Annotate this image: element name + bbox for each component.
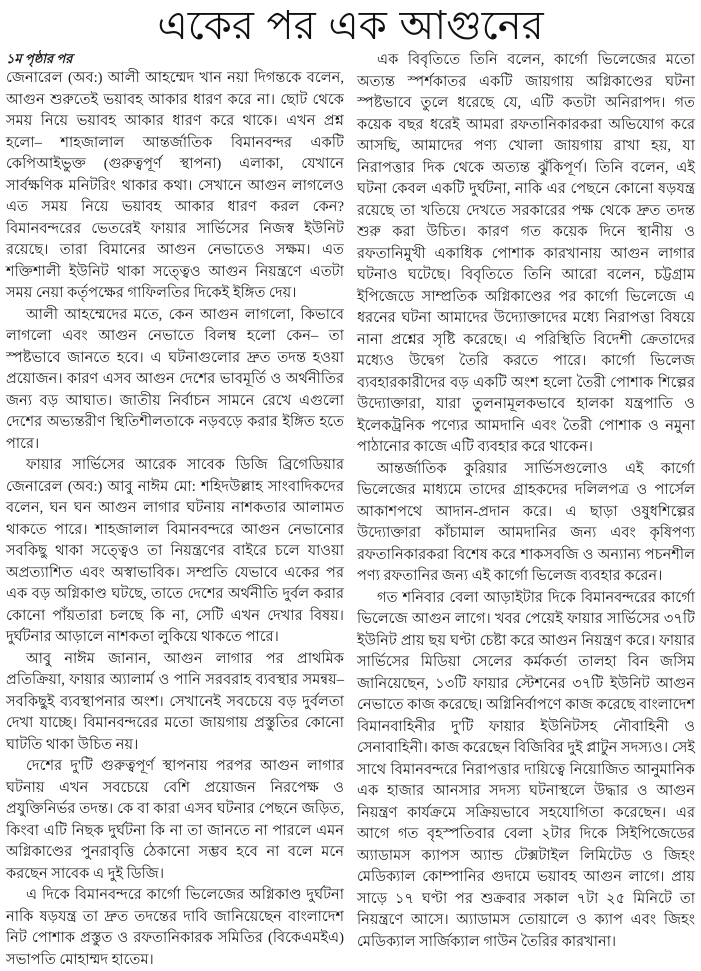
paragraph: আলী আহম্মেদের মতে, কেন আগুন লাগলো, কিভাবে লাগলো এবং আগুন নেভাতে বিলম্ব হলো কেন– তা স্পষ্টভাবে জানতে হবে। এ ঘটনাগুলোর দ্রুত তদন্ত হওয়া প্রয়োজন। কারণ এসব আগুন দেশের ভাবমূর্তি ও অর্থনীতির জন্য বড় আঘাত। জাতীয় নির্বাচন সামনে রেখে এগুলো দেশের অভ্যন্তরীণ স্থিতিশীলতাকে নড়বড়ে করার ইঙ্গিত হতে পারে। xyxy=(6,306,344,452)
paragraph: আবু নাঈম জানান, আগুন লাগার পর প্রাথমিক প্রতিক্রিয়া, ফায়ার অ্যালার্ম ও পানি সরবরাহ ব্যবস্থার সমন্বয়– সবকিছুই ব্যবস্থাপনার অংশ। সেখানেই সবচেয়ে বড় দুর্বলতা দেখা যাচ্ছে। বিমানবন্দরের মতো জায়গায় প্রস্তুতির কোনো ঘাটতি থাকা উচিত নয়। xyxy=(6,650,344,753)
paragraph: আন্তর্জাতিক কুরিয়ার সার্ভিসগুলোও এই কার্গো ভিলেজের মাধ্যমে তাদের গ্রাহকদের দলিলপত্র ও পার্সেল আকাশপথে আদান-প্রদান করে। এ ছাড়া ওষুধশিল্পের উদ্যোক্তারা কাঁচামাল আমদানির জন্য এবং কৃষিপণ্য রফতানিকারকরা বিশেষ করে শাকসবজি ও অন্যান্য পচনশীল পণ্য রফতানির জন্য এই কার্গো ভিলেজ ব্যবহার করেন। xyxy=(357,460,695,584)
headline: একের পর এক আগুনের xyxy=(157,3,544,49)
article-body xyxy=(0,50,701,971)
paragraph: ফায়ার সার্ভিসের আরেক সাবেক ডিজি ব্রিগেডিয়ার জেনারেল (অব:) আবু নাঈম মো: শহিদউল্লাহ সাংবাদিকদের বলেন, ঘন ঘন আগুন লাগার ঘটনায় নাশকতার আলামত থাকতে পারে। শাহজালাল বিমানবন্দরে আগুন নেভানোর সবকিছু থাকা সত্ত্বেও তা নিয়ন্ত্রণের বাইরে চলে যাওয়া অপ্রত্যাশিত এবং অস্বাভাবিক। সম্প্রতি যেভাবে একের পর এক বড় অগ্নিকাণ্ড ঘটছে, তাতে দেশের অর্থনীতি দুর্বল করার কোনো পাঁয়তারা চলছে কি না, সেটি এখন দেখার বিষয়। দুর্ঘটনার আড়ালে নাশকতা লুকিয়ে থাকতে পারে। xyxy=(6,457,344,645)
continued-from-label: ১ম পৃষ্ঠার পর xyxy=(6,51,73,66)
paragraph: গত শনিবার বেলা আড়াইটার দিকে বিমানবন্দরের কার্গো ভিলেজে আগুন লাগে। খবর পেয়েই ফায়ার সার্ভিসের ৩৭টি ইউনিট প্রায় ছয় ঘণ্টা চেষ্টা করে আগুন নিয়ন্ত্রণ করে। ফায়ার সার্ভিসের মিডিয়া সেলের কর্মকর্তা তালহা বিন জসিম জানিয়েছেন, ১৩টি ফায়ার স্টেশনের ৩৭টি ইউনিট আগুন নেভাতে কাজ করেছে। অগ্নিনির্বাপণে কাজ করেছে বাংলাদেশ বিমানবাহিনীর দু'টি ফায়ার ইউনিটসহ নৌবাহিনী ও সেনাবাহিনী। কাজ করেছেন বিজিবির দুই প্লাটুন সদস্যও। সেই সাথে বিমানবন্দরে নিরাপত্তার দায়িত্বে নিয়োজিত আনুমানিক এক হাজার আনসার সদস্য ঘটনাস্থলে উদ্ধার ও আগুন নিয়ন্ত্রণ কার্যক্রমে সক্রিয়ভাবে সহযোগিতা করেছেন। এর আগে গত বৃহস্পতিবার বেলা ২টার দিকে সিইপিজেডের অ্যাডামস ক্যাপস অ্যান্ড টেক্সটাইল লিমিটেড ও জিহং মেডিক্যাল কোম্পানির গুদামে ভয়াবহ আগুন লাগে। প্রায় সাড়ে ১৭ ঘণ্টা পর শুক্রবার সকাল ৭টা ২৫ মিনিটে তা নিয়ন্ত্রণে আসে। অ্যাডামস তোয়ালে ও ক্যাপ এবং জিহং মেডিক্যাল সার্জিক্যাল গাউন তৈরির কারখানা। xyxy=(357,589,695,950)
paragraph: জেনারেল (অব:) আলী আহম্মেদ খান নয়া দিগন্তকে বলেন, আগুন শুরুতেই ভয়াবহ আকার ধারণ করে না। ছোট থেকে সময় নিয়ে ভয়াবহ আকার ধারণ করে থাকে। এখন প্রশ্ন হলো– শাহজালাল আন্তর্জাতিক বিমানবন্দর একটি কেপিআইভুক্ত (গুরুত্বপূর্ণ স্থাপনা) এলাকা, যেখানে সার্বক্ষণিক মনিটরিং থাকার কথা। সেখানে আগুন লাগলেও এত সময় নিয়ে ভয়াবহ আকার ধারণ করল কেন? বিমানবন্দরের ভেতরেই ফায়ার সার্ভিসের নিজস্ব ইউনিট রয়েছে। তারা বিমানের আগুন নেভাতেও সক্ষম। এত শক্তিশালী ইউনিট থাকা সত্ত্বেও আগুন নিয়ন্ত্রণে এতটা সময় নেয়া কর্তৃপক্ষের গাফিলতির দিকেই ইঙ্গিত দেয়। xyxy=(6,70,344,301)
paragraph: এ দিকে বিমানবন্দরে কার্গো ভিলেজের অগ্নিকাণ্ড দুর্ঘটনা নাকি ষড়যন্ত্র তা দ্রুত তদন্তের দাবি জানিয়েছেন বাংলাদেশ নিট পোশাক প্রস্তুত ও রফতানিকারক সমিতির (বিকেএমইএ) সভাপতি মোহাম্মদ হাতেম। xyxy=(6,887,344,968)
right-column xyxy=(357,50,695,971)
left-column xyxy=(6,50,344,971)
paragraph: দেশের দু'টি গুরুত্বপূর্ণ স্থাপনায় পরপর আগুন লাগার ঘটনায় এখন সবচেয়ে বেশি প্রয়োজন নিরপেক্ষ ও প্রযুক্তিনির্ভর তদন্ত। কে বা কারা এসব ঘটনার পেছনে জড়িত, কিংবা এটি নিছক দুর্ঘটনা কি না তা জানতে না পারলে এমন অগ্নিকাণ্ডের পুনরাবৃত্তি ঠেকানো সম্ভব হবে না বলে মনে করছেন সাবেক এ দুই ডিজি। xyxy=(6,758,344,882)
paragraph: এক বিবৃতিতে তিনি বলেন, কার্গো ভিলেজের মতো অত্যন্ত স্পর্শকাতর একটি জায়গায় অগ্নিকাণ্ডের ঘটনা স্পষ্টভাবে তুলে ধরেছে যে, এটি কতটা অনিরাপদ। গত কয়েক বছর ধরেই আমরা রফতানিকারকরা অভিযোগ করে আসছি, আমাদের পণ্য খোলা জায়গায় রাখা হয়, যা নিরাপত্তার দিক থেকে অত্যন্ত ঝুঁকিপূর্ণ। তিনি বলেন, এই ঘটনা কেবল একটি দুর্ঘটনা, নাকি এর পেছনে কোনো ষড়যন্ত্র রয়েছে তা খতিয়ে দেখতে সরকারের পক্ষ থেকে দ্রুত তদন্ত শুরু করা উচিত। কারণ গত কয়েক দিনে স্থানীয় ও রফতানিমুখী একাধিক পোশাক কারখানায় আগুন লাগার ঘটনাও ঘটেছে। বিবৃতিতে তিনি আরো বলেন, চট্টগ্রাম ইপিজেডে সাম্প্রতিক অগ্নিকাণ্ডের পর কার্গো ভিলেজে এ ধরনের ঘটনা আমাদের উদ্যোক্তাদের মধ্যে নিরাপত্তা বিষয়ে নানা প্রশ্নের সৃষ্টি করেছে। এ পরিস্থিতি বিদেশী ক্রেতাদের মধ্যেও উদ্বেগ তৈরি করতে পারে। কার্গো ভিলেজ ব্যবহারকারীদের বড় একটি অংশ হলো তৈরী পোশাক শিল্পের উদ্যোক্তারা, যারা তুলনামূলকভাবে হালকা যন্ত্রপাতি ও ইলেকট্রনিক পণ্যের আমদানি এবং তৈরী পোশাক ও নমুনা পাঠানোর কাজে এটি ব্যবহার করে থাকেন। xyxy=(357,52,695,455)
